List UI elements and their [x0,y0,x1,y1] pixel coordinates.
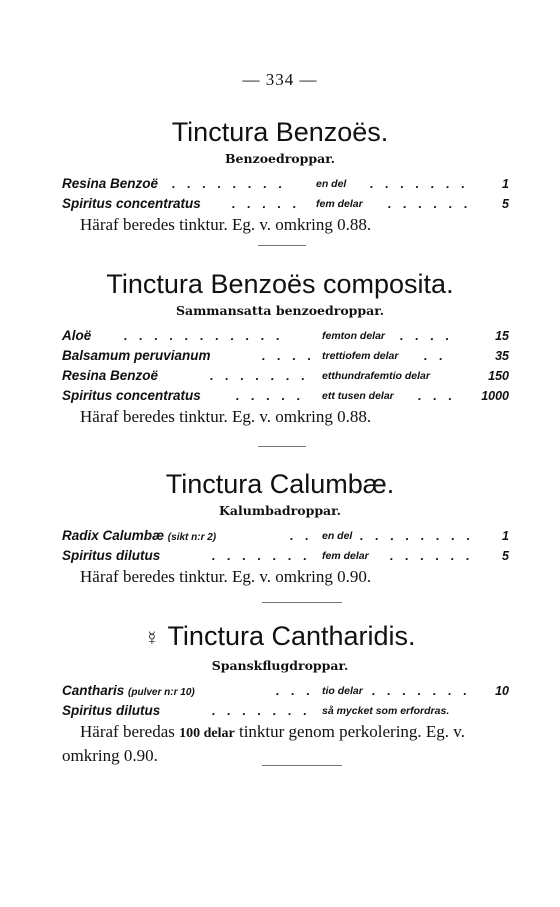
section-subtitle: Sammansatta benzoedroppar. [175,303,385,318]
ingredient-note: (pulver n:r 10) [128,687,195,698]
ingredient-quantity: fem delar [316,198,363,210]
leader-dots: . . . . . . [390,548,474,563]
leader-dots: . . . . . . . [210,368,309,383]
leader-dots: . . . . . . . [212,703,311,718]
leader-dots: . . . . . [232,196,301,211]
ingredient-name [62,681,195,703]
ingredient-name: Spiritus concentratus [62,196,201,211]
ingredient-parts: 5 [502,549,509,563]
section-title-text: Tinctura Cantharidis. [167,621,416,651]
leader-dots: . . [290,528,313,543]
ingredient-name: Resina Benzoë [62,176,159,191]
ingredient-parts: 15 [495,329,509,343]
page-number: — 334 — [242,70,318,89]
ingredient-quantity: så mycket som erfordras. [322,705,450,717]
ingredient-parts: 150 [488,369,509,383]
ingredient-name [62,526,216,548]
ingredient-parts: 1000 [481,389,509,403]
leader-dots: . . . . . . . . [172,176,287,191]
section-subtitle: Spanskflugdroppar. [211,658,349,673]
ingredient-row [0,386,560,406]
ingredient-row [0,526,560,546]
ingredient-quantity: fem delar [322,550,369,562]
ingredient-parts: 1 [502,177,509,191]
method-text: Häraf beredes tinktur. Eg. v. omkring 0.90. [80,567,372,586]
ingredient-parts: 35 [495,349,509,363]
ingredient-note: (sikt n:r 2) [167,532,217,543]
ingredient-row [0,326,560,346]
ingredient-parts: 1 [502,529,509,543]
section-title: Tinctura Benzoës. [171,117,389,147]
section-title: Tinctura Benzoës composita. [106,269,454,299]
ingredient-name: Balsamum peruvianum [62,348,211,363]
ingredient-list [0,681,560,721]
leader-dots: . . [424,348,447,363]
section-subtitle: Benzoedroppar. [224,151,336,166]
ingredient-row [0,546,560,566]
ingredient-parts: 5 [502,197,509,211]
leader-dots: . . . [276,683,315,698]
ingredient-name: Spiritus dilutus [62,548,161,563]
ingredient-quantity: femton delar [322,330,386,342]
leader-dots: . . . . . . . [372,683,471,698]
section-tinctura-cantharidis [0,620,560,767]
ingredient-name-text: Cantharis [62,683,125,698]
leader-dots: . . . . [400,328,454,343]
method-text-part: Häraf beredas [80,722,180,741]
poison-mark-icon: ☿ [144,628,160,650]
section-divider [262,765,342,766]
section-divider [258,446,306,447]
leader-dots: . . . . . . . . [360,528,475,543]
ingredient-row [0,346,560,366]
section-title: Tinctura Calumbæ. [165,469,395,499]
ingredient-quantity: ett tusen delar [322,390,394,402]
ingredient-name: Aloë [62,328,92,343]
method-text: Häraf beredes tinktur. Eg. v. omkring 0.88. [80,215,372,234]
ingredient-quantity: etthundrafemtio delar [322,370,430,382]
section-subtitle: Kalumbadroppar. [219,503,341,518]
ingredient-row [0,366,560,386]
ingredient-list [0,174,560,214]
ingredient-quantity: en del [322,530,353,542]
ingredient-name: Spiritus concentratus [62,388,201,403]
leader-dots: . . . [418,388,457,403]
section-tinctura-benzoes [0,116,560,236]
ingredient-row [0,174,560,194]
leader-dots: . . . . . . [388,196,472,211]
leader-dots: . . . . . . . [370,176,469,191]
leader-dots: . . . . . . . [212,548,311,563]
section-divider [258,245,306,246]
ingredient-quantity: tio delar [322,685,363,697]
section-title [0,620,560,655]
method-text: Häraf beredes tinktur. Eg. v. omkring 0.88. [80,407,372,426]
method-text [0,721,560,767]
section-divider [262,602,342,603]
ingredient-row [0,194,560,214]
method-text-part: tinktur genom perkolering. Eg. v. omkring 0.90. [62,722,465,765]
leader-dots: . . . . . . . . . . . [124,328,284,343]
section-tinctura-benzoes-composita [0,268,560,428]
ingredient-list [0,526,560,566]
leader-dots: . . . . [262,348,316,363]
section-tinctura-calumbae [0,468,560,588]
ingredient-name-text: Radix Calumbæ [62,528,165,543]
ingredient-row [0,701,560,721]
ingredient-quantity: trettiofem delar [322,350,399,362]
ingredient-parts: 10 [495,684,509,698]
ingredient-name: Spiritus dilutus [62,703,161,718]
leader-dots: . . . . . [236,388,305,403]
ingredient-name: Resina Benzoë [62,368,159,383]
ingredient-quantity: en del [316,178,347,190]
ingredient-row [0,681,560,701]
ingredient-list [0,326,560,406]
method-text-bold: 100 delar [179,726,235,741]
